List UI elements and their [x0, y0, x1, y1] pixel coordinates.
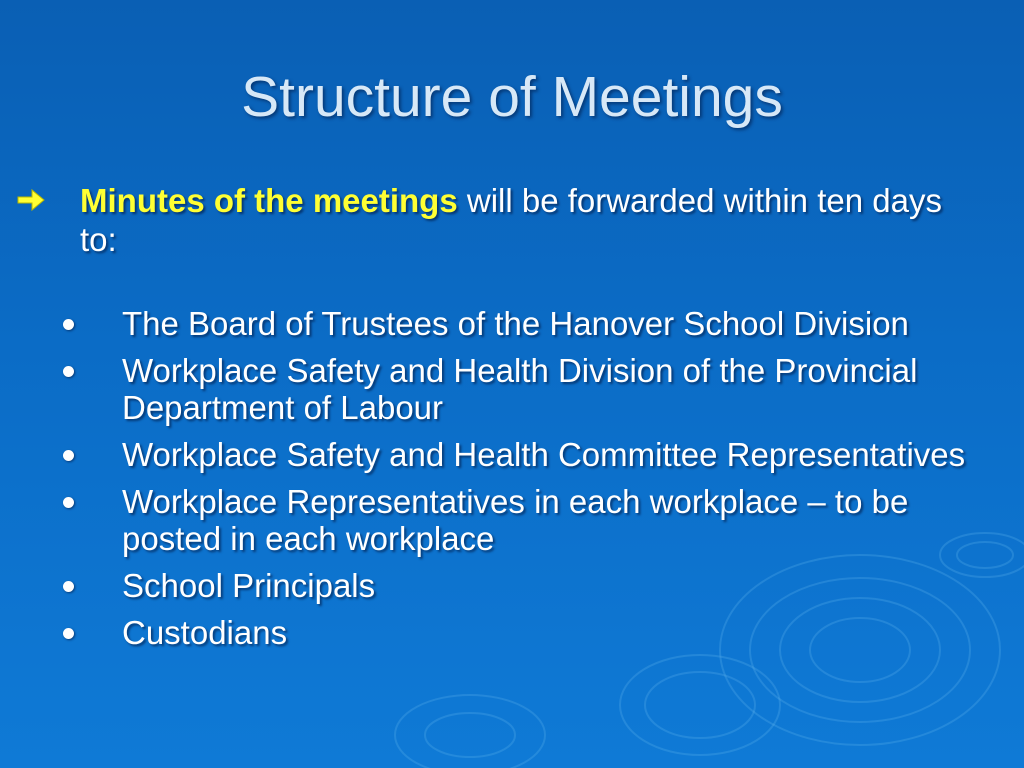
lead-highlight: Minutes of the meetings — [80, 182, 458, 219]
bullet-icon — [63, 450, 74, 461]
bullet-icon — [63, 628, 74, 639]
list-item — [0, 436, 1024, 473]
list-item — [0, 614, 1024, 651]
bullet-icon — [63, 497, 74, 508]
list-item — [0, 567, 1024, 604]
arrow-right-icon — [16, 187, 46, 213]
list-item — [0, 352, 1024, 426]
bullet-icon — [63, 366, 74, 377]
bullet-icon — [63, 581, 74, 592]
recipient-list — [0, 305, 1024, 661]
lead-text: will be forwarded within ten days to: — [80, 182, 942, 258]
list-item-text: Custodians — [122, 614, 288, 651]
list-item — [0, 483, 1024, 557]
list-item-text: School Principals — [122, 567, 376, 604]
list-item-text: Workplace Representatives in each workplace – to be posted in each workplace — [122, 483, 909, 557]
list-item-text: Workplace Safety and Health Division of the Provincial Department of Labour — [122, 352, 918, 426]
list-item-text: The Board of Trustees of the Hanover School Division — [122, 305, 909, 342]
lead-paragraph — [80, 181, 980, 259]
list-item — [0, 305, 1024, 342]
bullet-icon — [63, 319, 74, 330]
slide-title: Structure of Meetings — [241, 65, 783, 129]
list-item-text: Workplace Safety and Health Committee Representatives — [122, 436, 966, 473]
